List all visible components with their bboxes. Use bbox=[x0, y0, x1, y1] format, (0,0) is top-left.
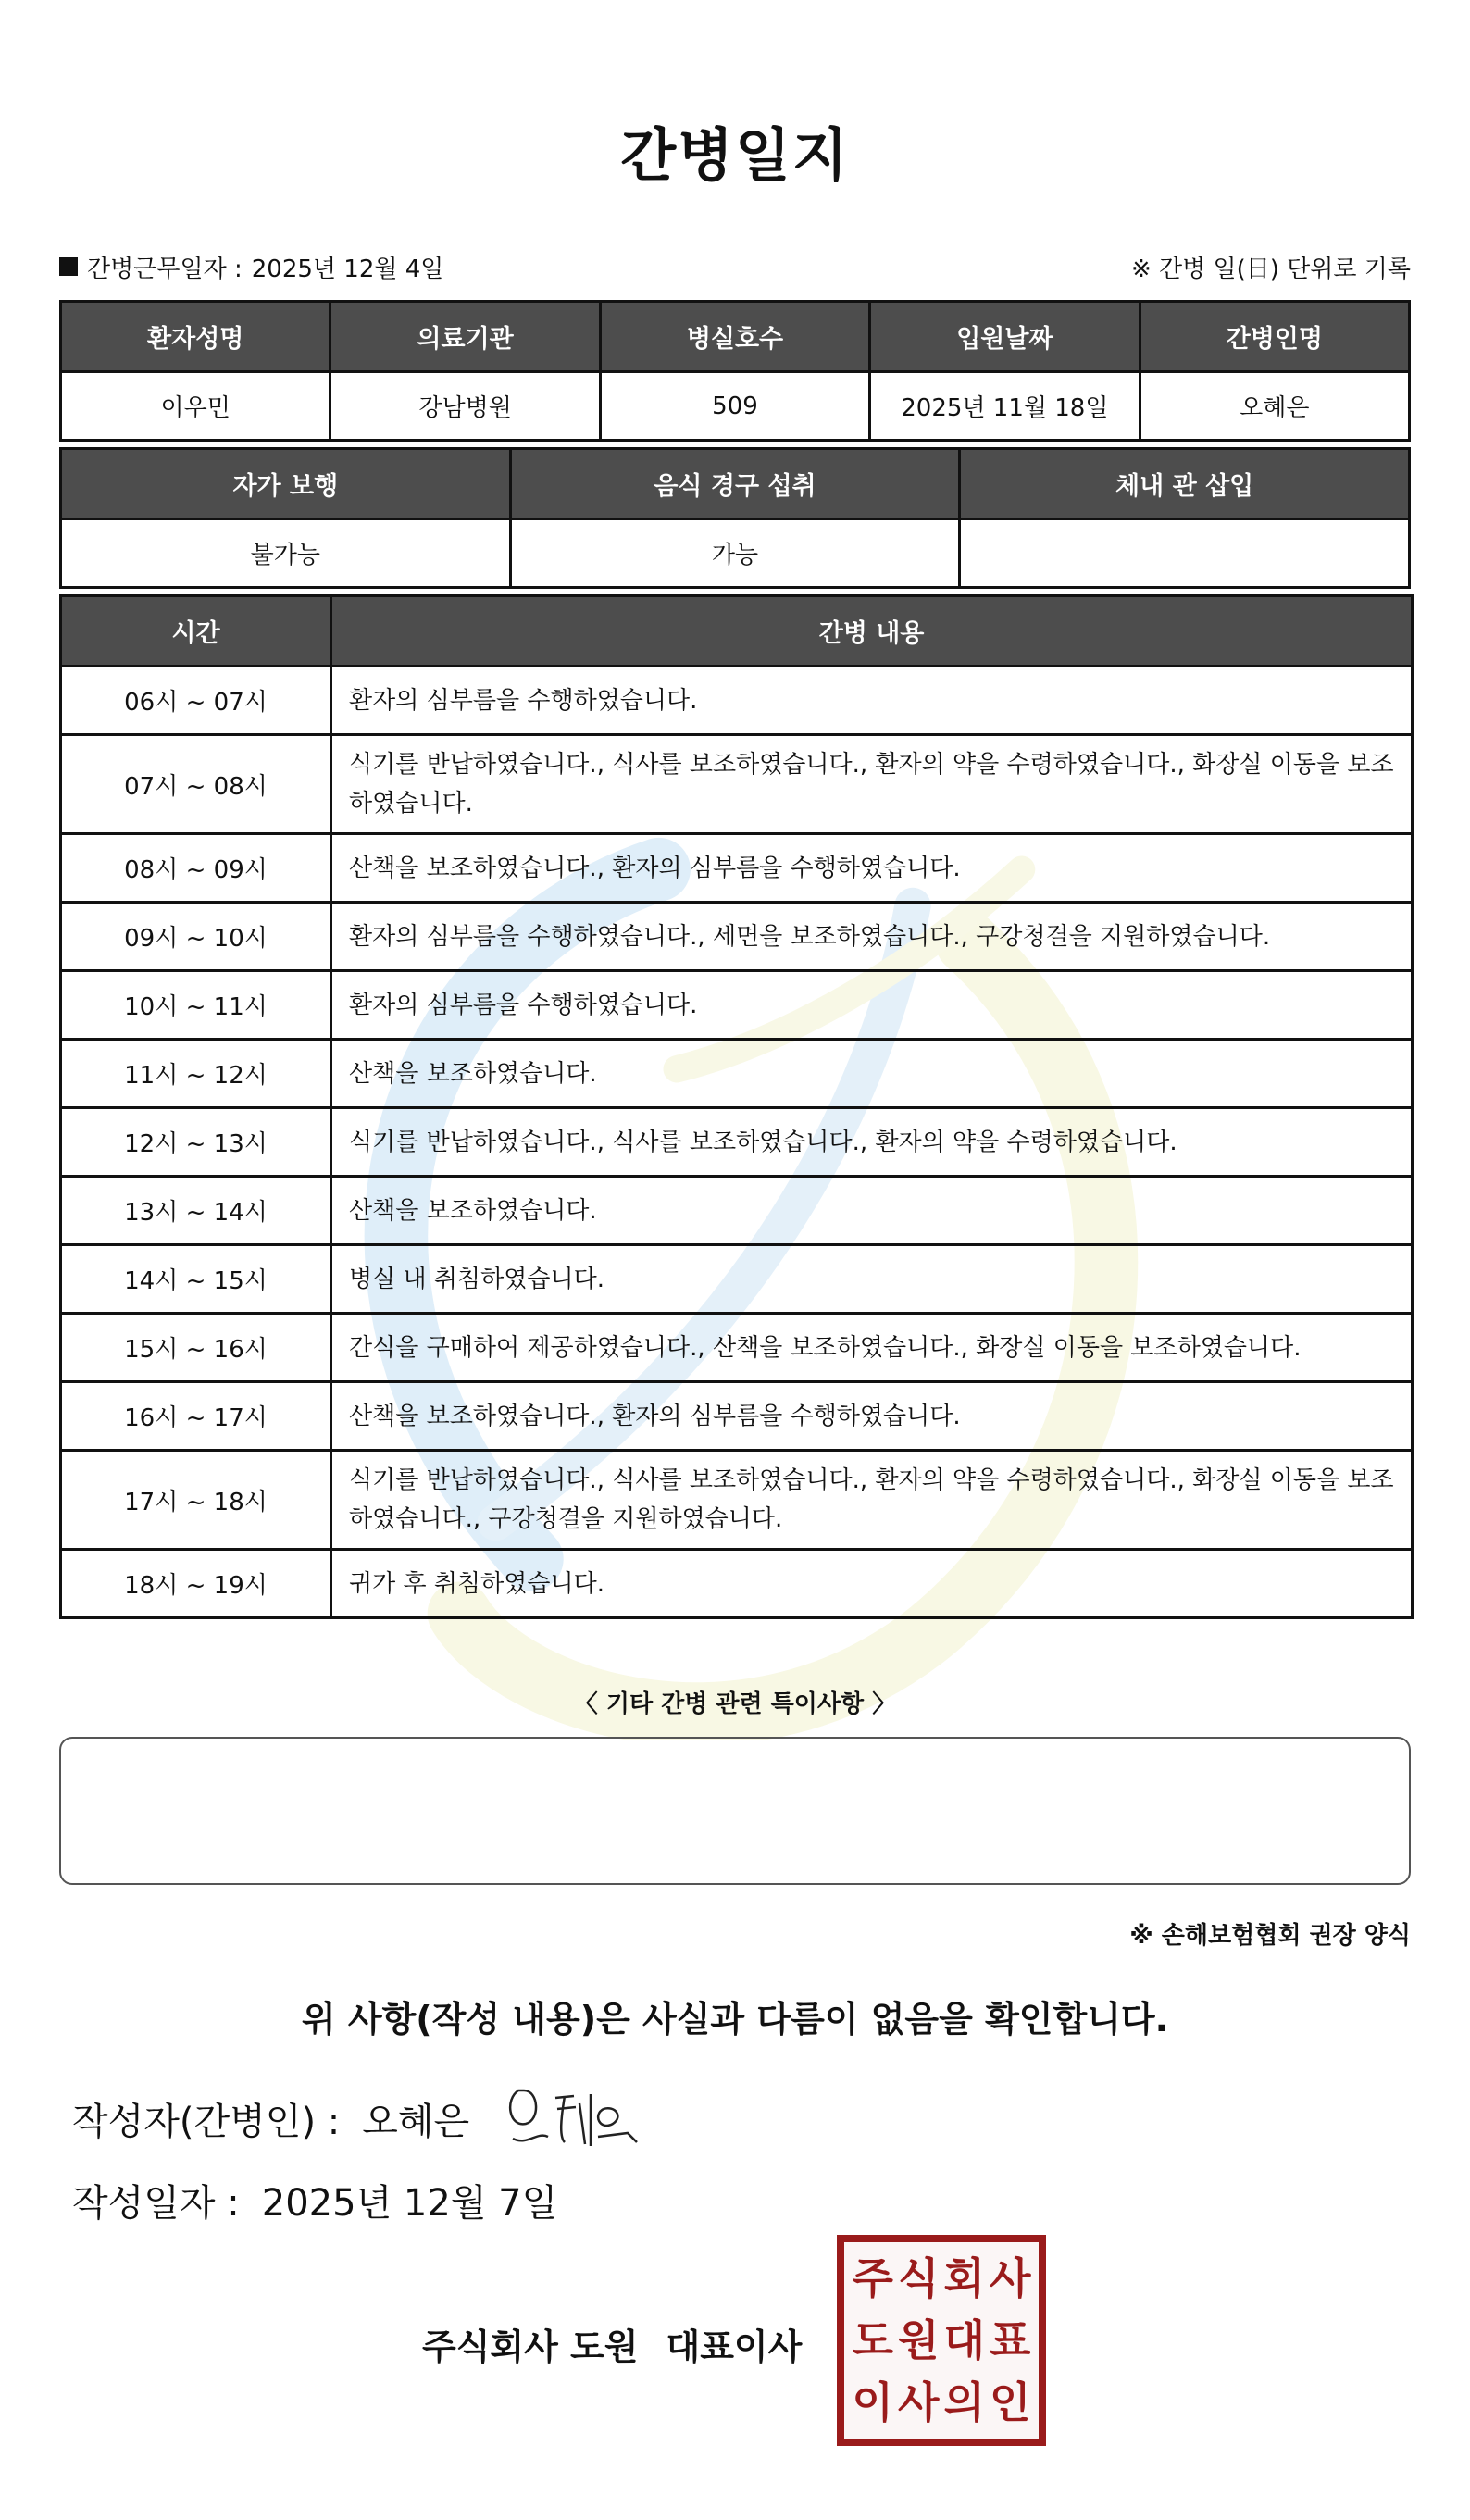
confirmation-statement: 위 사항(작성 내용)은 사실과 다름이 없음을 확인합니다. bbox=[301, 1999, 1169, 2040]
self-walking-value: 불가능 bbox=[61, 519, 511, 588]
care-content: 환자의 심부름을 수행하였습니다. bbox=[331, 971, 1413, 1040]
tube-insertion-value bbox=[960, 519, 1410, 588]
seal-char: 식 bbox=[898, 2253, 940, 2304]
room-number: 509 bbox=[600, 372, 869, 441]
special-notes-box bbox=[59, 1737, 1411, 1885]
table-row bbox=[61, 834, 1413, 903]
admission-date: 2025년 11월 18일 bbox=[870, 372, 1140, 441]
care-content: 환자의 심부름을 수행하였습니다. bbox=[331, 667, 1413, 735]
time-slot: 17시 ~ 18시 bbox=[61, 1451, 331, 1550]
time-slot: 14시 ~ 15시 bbox=[61, 1245, 331, 1314]
header-tube-insertion: 체내 관 삽입 bbox=[960, 449, 1410, 519]
table-row bbox=[61, 1451, 1413, 1550]
time-slot: 13시 ~ 14시 bbox=[61, 1177, 331, 1245]
seal-char: 원 bbox=[898, 2314, 940, 2365]
work-date-value: 2025년 12월 4일 bbox=[251, 255, 444, 283]
seal-char: 표 bbox=[990, 2314, 1031, 2365]
table-row bbox=[61, 1040, 1413, 1108]
seal-char: 의 bbox=[943, 2377, 985, 2427]
caregiver-name: 오혜은 bbox=[1140, 372, 1409, 441]
write-date-value: 2025년 12월 7일 bbox=[261, 2182, 558, 2225]
recommended-form-note: ※ 손해보험협회 권장 양식 bbox=[1129, 1922, 1411, 1950]
care-content: 산책을 보조하였습니다., 환자의 심부름을 수행하였습니다. bbox=[331, 1382, 1413, 1451]
care-content: 식기를 반납하였습니다., 식사를 보조하였습니다., 환자의 약을 수령하였습니다., 화장실 이동을 보조하였습니다. bbox=[331, 735, 1413, 834]
table-row bbox=[61, 1245, 1413, 1314]
header-patient-name: 환자성명 bbox=[61, 302, 330, 372]
company-name: 주식회사 도원 bbox=[422, 2327, 639, 2367]
time-slot: 18시 ~ 19시 bbox=[61, 1550, 331, 1618]
header-time: 시간 bbox=[61, 596, 331, 667]
special-notes-title: 〈 기타 간병 관련 특이사항 〉 bbox=[573, 1690, 897, 1718]
seal-char: 사 bbox=[990, 2253, 1031, 2304]
table-row bbox=[61, 1108, 1413, 1177]
square-bullet-icon bbox=[59, 257, 78, 276]
care-content: 산책을 보조하였습니다., 환자의 심부름을 수행하였습니다. bbox=[331, 834, 1413, 903]
header-oral-intake: 음식 경구 섭취 bbox=[510, 449, 960, 519]
patient-name: 이우민 bbox=[61, 372, 330, 441]
oral-intake-value: 가능 bbox=[510, 519, 960, 588]
time-slot: 16시 ~ 17시 bbox=[61, 1382, 331, 1451]
table-row bbox=[61, 1314, 1413, 1382]
work-date-line bbox=[59, 248, 1411, 285]
seal-char: 사 bbox=[898, 2377, 940, 2427]
writer-line bbox=[72, 2092, 469, 2145]
writer-name: 오혜은 bbox=[362, 2101, 470, 2143]
time-slot: 09시 ~ 10시 bbox=[61, 903, 331, 971]
care-content: 간식을 구매하여 제공하였습니다., 산책을 보조하였습니다., 화장실 이동을 보조하였습니다. bbox=[331, 1314, 1413, 1382]
seal-char: 주 bbox=[852, 2253, 893, 2304]
header-admission-date: 입원날짜 bbox=[870, 302, 1140, 372]
care-content: 병실 내 취침하였습니다. bbox=[331, 1245, 1413, 1314]
write-date-line bbox=[72, 2174, 557, 2227]
table-row bbox=[61, 667, 1413, 735]
table-row bbox=[61, 1550, 1413, 1618]
daily-record-note: ※ 간병 일(日) 단위로 기록 bbox=[1130, 255, 1411, 283]
patient-info-table bbox=[59, 300, 1411, 442]
time-slot: 08시 ~ 09시 bbox=[61, 834, 331, 903]
work-date-label: 간병근무일자 : bbox=[87, 255, 243, 283]
care-content: 식기를 반납하였습니다., 식사를 보조하였습니다., 환자의 약을 수령하였습니다. bbox=[331, 1108, 1413, 1177]
header-caregiver-name: 간병인명 bbox=[1140, 302, 1409, 372]
company-role: 대표이사 bbox=[666, 2327, 803, 2367]
time-slot: 12시 ~ 13시 bbox=[61, 1108, 331, 1177]
table-row bbox=[61, 903, 1413, 971]
time-slot: 15시 ~ 16시 bbox=[61, 1314, 331, 1382]
care-content: 산책을 보조하였습니다. bbox=[331, 1040, 1413, 1108]
writer-label: 작성자(간병인) : bbox=[72, 2101, 341, 2143]
seal-char: 회 bbox=[943, 2253, 985, 2304]
handwritten-signature bbox=[500, 2063, 666, 2164]
header-room-number: 병실호수 bbox=[600, 302, 869, 372]
seal-char: 대 bbox=[943, 2314, 985, 2365]
time-slot: 06시 ~ 07시 bbox=[61, 667, 331, 735]
care-content: 산책을 보조하였습니다. bbox=[331, 1177, 1413, 1245]
header-care-content: 간병 내용 bbox=[331, 596, 1413, 667]
table-row bbox=[61, 1382, 1413, 1451]
care-content: 환자의 심부름을 수행하였습니다., 세면을 보조하였습니다., 구강청결을 지원하였습니다. bbox=[331, 903, 1413, 971]
time-slot: 10시 ~ 11시 bbox=[61, 971, 331, 1040]
table-row bbox=[61, 971, 1413, 1040]
company-line bbox=[422, 2318, 802, 2369]
time-slot: 11시 ~ 12시 bbox=[61, 1040, 331, 1108]
care-content: 귀가 후 취침하였습니다. bbox=[331, 1550, 1413, 1618]
table-row bbox=[61, 735, 1413, 834]
header-hospital: 의료기관 bbox=[330, 302, 600, 372]
seal-char: 도 bbox=[852, 2314, 893, 2365]
care-log-table bbox=[59, 594, 1414, 1619]
seal-char: 인 bbox=[990, 2377, 1031, 2427]
seal-char: 이 bbox=[852, 2377, 893, 2427]
hospital-name: 강남병원 bbox=[330, 372, 600, 441]
care-content: 식기를 반납하였습니다., 식사를 보조하였습니다., 환자의 약을 수령하였습니다., 화장실 이동을 보조하였습니다., 구강청결을 지원하였습니다. bbox=[331, 1451, 1413, 1550]
write-date-label: 작성일자 : bbox=[72, 2182, 240, 2225]
header-self-walking: 자가 보행 bbox=[61, 449, 511, 519]
time-slot: 07시 ~ 08시 bbox=[61, 735, 331, 834]
patient-condition-table bbox=[59, 447, 1411, 589]
table-row bbox=[61, 1177, 1413, 1245]
document-title: 간병일지 bbox=[620, 121, 850, 189]
company-seal-stamp bbox=[837, 2235, 1046, 2446]
